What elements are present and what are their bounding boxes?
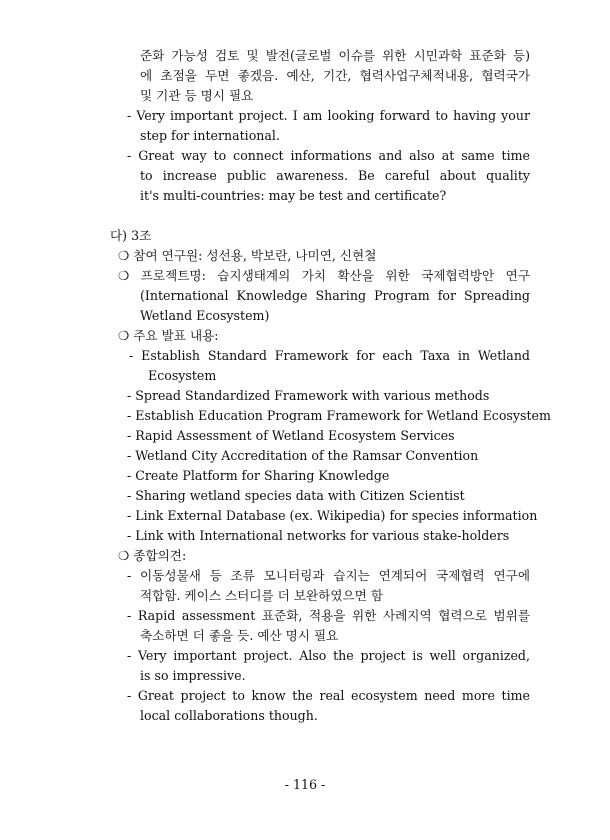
text-line: it's multi-countries: may be test and certificate?: [140, 188, 447, 203]
text-line: Wetland Ecosystem): [140, 308, 270, 323]
text-line: ❍ 종합의견:: [118, 548, 187, 563]
text-line: - Establish Standard Framework for each Taxa in Wetland: [129, 348, 530, 363]
text-line: - Create Platform for Sharing Knowledge: [127, 468, 390, 483]
text-line: 및 기관 등 명시 필요: [140, 88, 254, 103]
text-line: ❍ 참여 연구원: 성선용, 박보란, 나미연, 신현철: [118, 248, 377, 263]
text-line: - Great project to know the real ecosystem need more time: [127, 688, 530, 703]
text-line: ❍ 프로젝트명: 습지생태계의 가치 확산을 위한 국제협력방안 연구: [118, 268, 530, 283]
text-line: 에 초점을 두면 좋겠음. 예산, 기간, 협력사업구체적내용, 협력국가: [140, 68, 530, 83]
text-line: ❍ 주요 발표 내용:: [118, 328, 219, 343]
text-line: - Establish Education Program Framework for Wetland Ecosystem: [127, 408, 551, 423]
text-line: step for international.: [140, 128, 280, 143]
text-line: is so impressive.: [140, 668, 246, 683]
text-line: 다) 3조: [110, 228, 152, 243]
text-line: - Spread Standardized Framework with various methods: [127, 388, 490, 403]
text-line: (International Knowledge Sharing Program for Spreading: [140, 288, 530, 303]
text-line: 축소하면 더 좋을 듯. 예산 명시 필요: [140, 628, 339, 643]
text-line: local collaborations though.: [140, 708, 318, 723]
page-number: - 116 -: [284, 777, 326, 792]
text-line: - Rapid assessment 표준화, 적용을 위한 사례지역 협력으로 범위를: [127, 608, 530, 623]
text-line: 적합함. 케이스 스터디를 더 보완하였으면 함: [140, 588, 383, 603]
text-line: - Sharing wetland species data with Citizen Scientist: [127, 488, 465, 503]
text-line: - Very important project. I am looking forward to having your: [127, 108, 530, 123]
text-line: - Great way to connect informations and also at same time: [127, 148, 530, 163]
text-line: - 이동성물새 등 조류 모니터링과 습지는 연계되어 국제협력 연구에: [127, 568, 530, 583]
text-line: - Link with International networks for various stake-holders: [127, 528, 510, 543]
text-line: - Very important project. Also the project is well organized,: [127, 648, 530, 663]
text-line: - Link External Database (ex. Wikipedia) for species information: [127, 508, 538, 523]
text-line: - Wetland City Accreditation of the Ramsar Convention: [127, 448, 479, 463]
text-line: - Rapid Assessment of Wetland Ecosystem Services: [127, 428, 455, 443]
text-line: to increase public awareness. Be careful about quality: [140, 168, 530, 183]
text-line: Ecosystem: [148, 368, 217, 383]
text-line: 준화 가능성 검토 및 발전(글로벌 이슈를 위한 시민과학 표준화 등): [140, 48, 530, 63]
